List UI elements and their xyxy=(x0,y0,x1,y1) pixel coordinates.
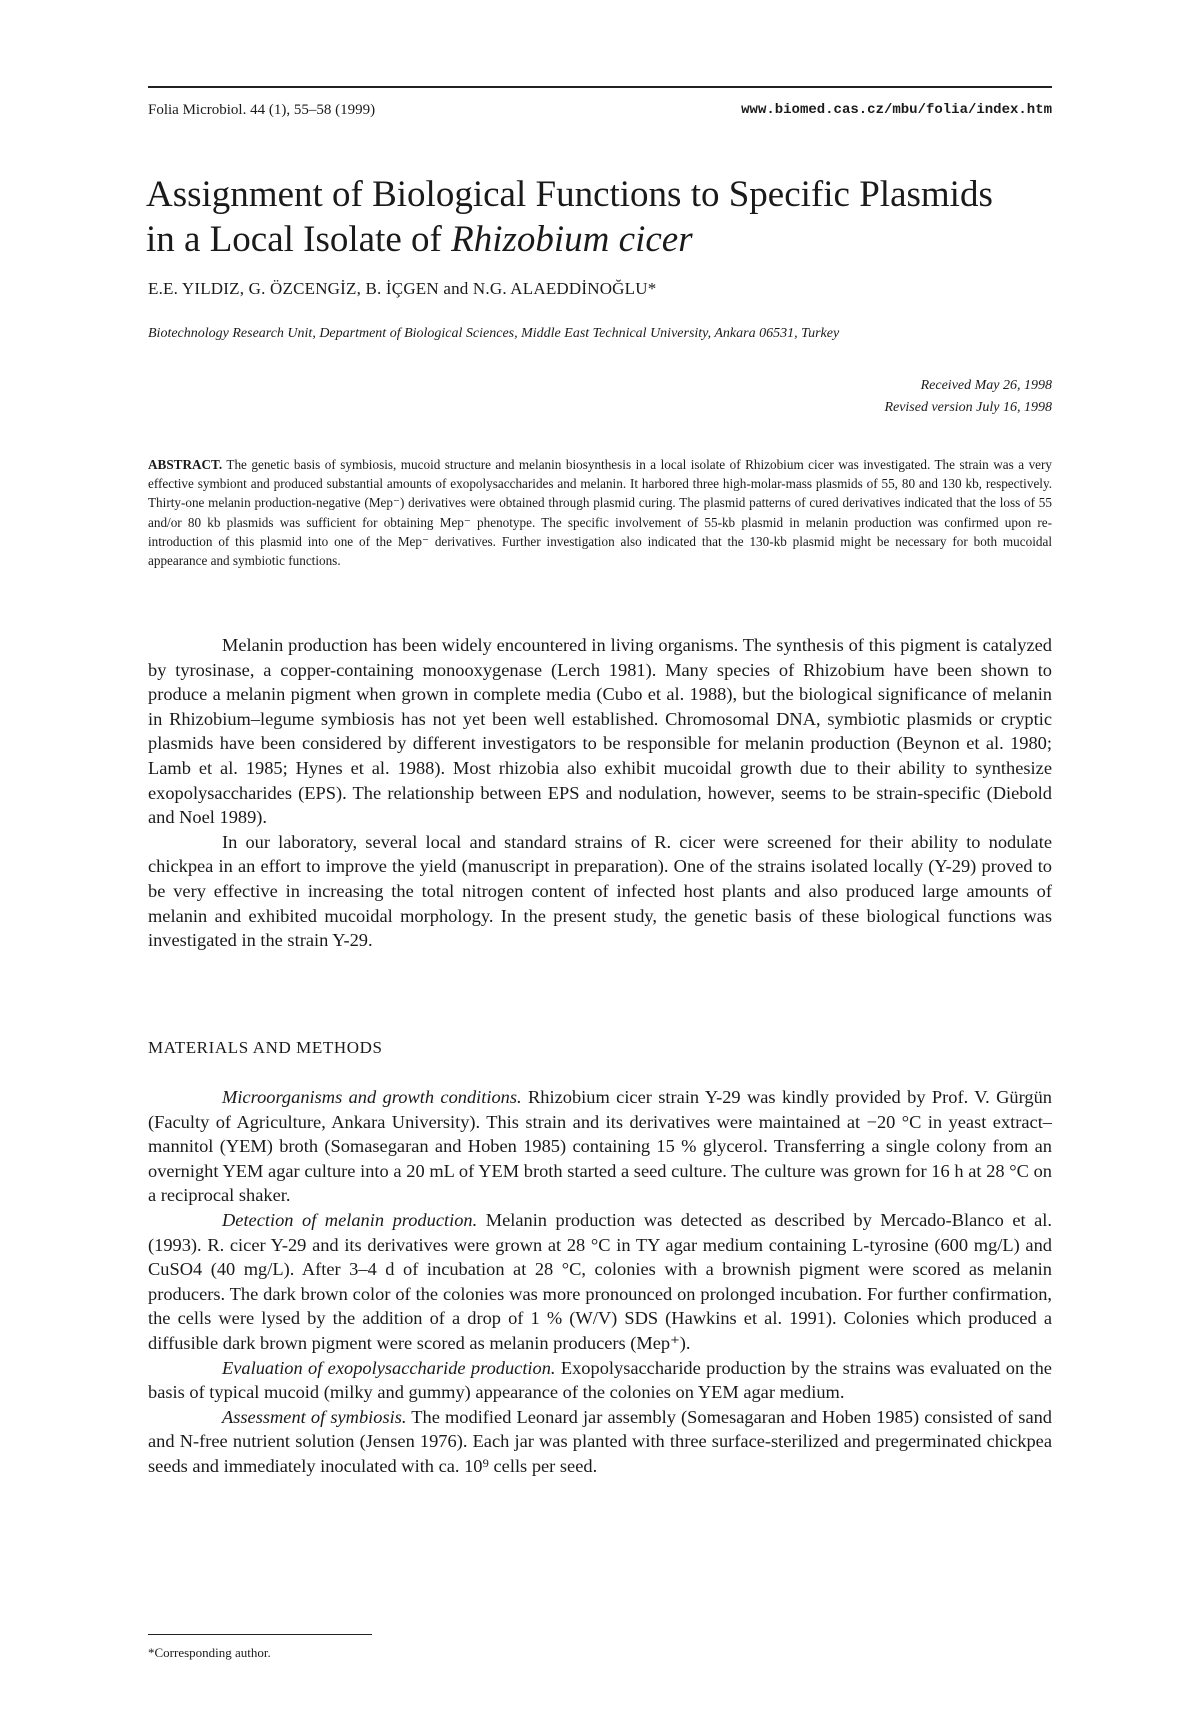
methods-subhead: Microorganisms and growth conditions. xyxy=(222,1087,522,1107)
received-date: Received May 26, 1998 xyxy=(920,378,1052,393)
methods-paragraph xyxy=(148,1085,1052,1208)
introduction xyxy=(148,633,1052,953)
methods-paragraph xyxy=(148,1405,1052,1479)
journal-url[interactable]: www.biomed.cas.cz/mbu/folia/index.htm xyxy=(741,102,1052,118)
intro-paragraph-2: In our laboratory, several local and standard strains of R. cicer were screened for their ability to nodulate chickpea in an effort to improve the yield (manuscript in preparation). One of the strains isolated locally (Y-29) proved to be very effective in increasing the total nitrogen content of infected host plants and also produced large amounts of melanin and exhibited mucoidal morphology. In the present study, the genetic basis of these biological functions was investigated in the strain Y-29. xyxy=(148,831,1052,951)
author-list: E.E. YILDIZ, G. ÖZCENGİZ, B. İÇGEN and N.G. ALAEDDİNOĞLU* xyxy=(148,279,657,298)
journal-citation: Folia Microbiol. 44 (1), 55–58 (1999) xyxy=(148,102,376,118)
title-line-2: in a Local Isolate of xyxy=(146,219,452,260)
intro-paragraph-1: Melanin production has been widely encountered in living organisms. The synthesis of this pigment is catalyzed by tyrosinase, a copper-containing monooxygenase (Lerch 1981). Many species of Rhizobium have been shown to produce a melanin pigment when grown in complete media (Cubo et al. 1988), but the biological significance of melanin in Rhizobium–legume symbiosis has not yet been well established. Chromosomal DNA, symbiotic plasmids or cryptic plasmids have been considered by different investigators to be responsible for melanin production (Beynon et al. 1980; Lamb et al. 1985; Hynes et al. 1988). Most rhizobia also exhibit mucoidal growth due to their ability to synthesize exopolysaccharides (EPS). The relationship between EPS and nodulation, however, seems to be strain-specific (Diebold and Noel 1989). xyxy=(148,635,1052,828)
methods-subhead: Evaluation of exopolysaccharide production. xyxy=(222,1357,556,1378)
footnote-rule xyxy=(148,1634,372,1635)
abstract-label: ABSTRACT. xyxy=(148,457,223,472)
methods-text: Exopolysaccharide production by the strains was evaluated on the basis of typical mucoid (milky and gummy) appearance of the colonies on YEM agar medium. xyxy=(148,1357,1052,1403)
methods-text: Melanin production was detected as described by Mercado-Blanco et al. (1993). R. cicer Y-29 and its derivatives were grown at 28 °C in TY agar medium containing L-tyrosine (600 mg/L) and CuSO4 (40 mg/L). After 3–4 d of incubation at 28 °C, colonies with a brownish pigment were scored as melanin producers. The dark brown color of the colonies was more pronounced on prolonged incubation. For further confirmation, the cells were lysed by the addition of a drop of 1 % (W/V) SDS (Hawkins et al. 1991). Colonies which produced a diffusible dark brown pigment were scored as melanin producers (Mep⁺). xyxy=(148,1209,1052,1353)
affiliation: Biotechnology Research Unit, Department of Biological Sciences, Middle East Technical University, Ankara 06531, Turkey xyxy=(148,326,840,341)
header-rule xyxy=(148,86,1052,88)
abstract-text: The genetic basis of symbiosis, mucoid structure and melanin biosynthesis in a local isolate of Rhizobium cicer was investigated. The strain was a very effective symbiont and produced substantial amounts of exopolysaccharides and melanin. It harbored three high-molar-mass plasmids of 55, 80 and 130 kb, respectively. Thirty-one melanin production-negative (Mep⁻) derivatives were obtained through plasmid curing. The plasmid patterns of cured derivatives indicated that the loss of 55 and/or 80 kb plasmids was sufficient for obtaining Mep⁻ phenotype. The specific involvement of 55-kb plasmid in melanin production was confirmed upon re-introduction of this plasmid into one of the Mep⁻ derivatives. Further investigation also indicated that the 130-kb plasmid might be necessary for both mucoidal appearance and symbiotic functions. xyxy=(148,457,1053,569)
section-heading: MATERIALS AND METHODS xyxy=(148,1038,383,1057)
dates-block xyxy=(884,375,1052,419)
abstract xyxy=(148,455,1052,570)
title-line-1: Assignment of Biological Functions to Specific Plasmids xyxy=(146,174,993,215)
footnote: *Corresponding author. xyxy=(148,1645,271,1660)
title-species: Rhizobium cicer xyxy=(451,219,693,260)
methods-paragraph xyxy=(148,1356,1052,1405)
methods-subhead: Detection of melanin production. xyxy=(222,1209,478,1230)
methods-section xyxy=(148,1085,1052,1479)
methods-paragraph xyxy=(148,1208,1052,1356)
paper-title xyxy=(146,172,1066,262)
methods-text: The modified Leonard jar assembly (Somesagaran and Hoben 1985) consisted of sand and N-free nutrient solution (Jensen 1976). Each jar was planted with three surface-sterilized and pregerminated chickpea seeds and immediately inoculated with ca. 10⁹ cells per seed. xyxy=(148,1406,1052,1476)
revised-date: Revised version July 16, 1998 xyxy=(884,400,1052,415)
methods-text: Rhizobium cicer strain Y-29 was kindly provided by Prof. V. Gürgün (Faculty of Agriculture, Ankara University). This strain and its derivatives were maintained at −20 °C in yeast extract–mannitol (YEM) broth (Somasegaran and Hoben 1985) containing 15 % glycerol. Transferring a single colony from an overnight YEM agar culture into a 20 mL of YEM broth started a seed culture. The culture was grown for 16 h at 28 °C on a reciprocal shaker. xyxy=(148,1087,1052,1206)
methods-subhead: Assessment of symbiosis. xyxy=(222,1406,407,1427)
